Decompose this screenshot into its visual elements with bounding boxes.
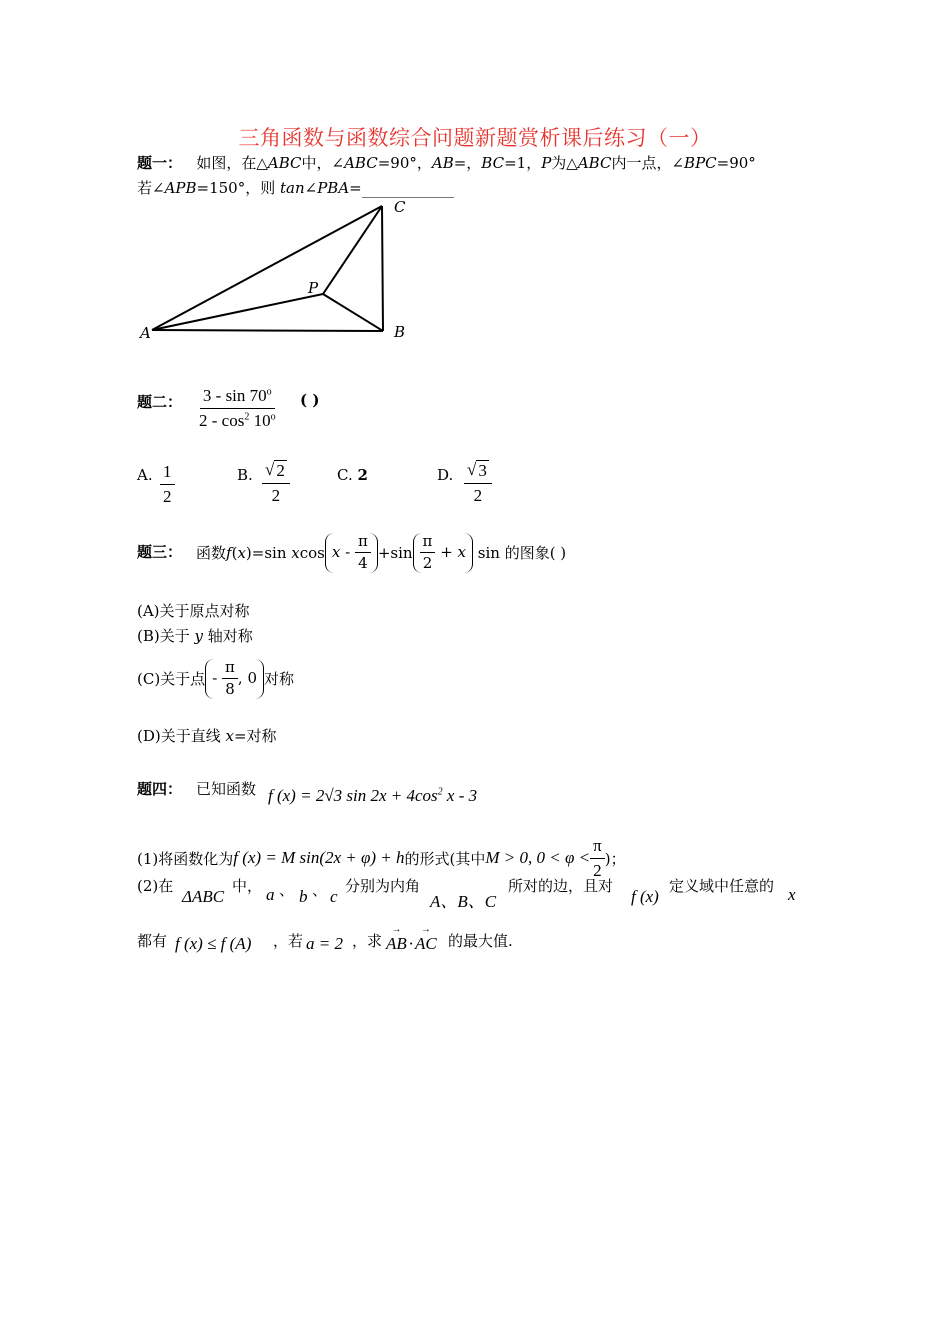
- q3-var: f: [226, 543, 232, 562]
- segment-bc: [382, 206, 383, 331]
- q2-den-text: 2 - cos: [199, 410, 245, 430]
- q2-fraction: [196, 386, 279, 430]
- q3-option-a[interactable]: (A)关于原点对称: [137, 602, 250, 620]
- q2-num-text: 3 - sin 70: [202, 386, 267, 405]
- segment-ac: [152, 206, 382, 330]
- q4-label: 题四：: [137, 780, 183, 798]
- q4-formula: [268, 786, 477, 806]
- q3-option-b[interactable]: [137, 625, 253, 646]
- q1-line1: [137, 152, 756, 173]
- q1-label: 题一：: [137, 154, 183, 172]
- q1-text: =90°: [716, 154, 756, 172]
- vector-ac: [415, 926, 437, 954]
- degree-mark: o: [266, 386, 272, 398]
- q4-var-x: x: [788, 885, 796, 904]
- option-text: 对称: [264, 670, 295, 689]
- radicand: 3: [478, 461, 487, 480]
- q1-text: =150°，则: [196, 179, 280, 197]
- q1-text: =90°，: [377, 154, 432, 172]
- arrow-icon: →: [391, 924, 402, 935]
- option-text: (B)关于: [137, 627, 195, 645]
- pi-symbol: π: [222, 659, 238, 679]
- vector-label: AC: [415, 934, 437, 953]
- option-b-den: 2: [271, 485, 281, 505]
- q4-math: f (x) = M sin(2x + φ) + h: [233, 848, 405, 868]
- q4-text: )；: [604, 849, 626, 868]
- q1-var: APB: [164, 179, 197, 197]
- option-a-num: 1: [160, 462, 175, 485]
- q4-text: 分别为内角: [345, 877, 421, 895]
- q4-angles: A、B、C: [430, 892, 497, 911]
- q4-text: 所对的边，且对: [508, 877, 614, 895]
- q2-answer-paren: ( ): [300, 391, 320, 409]
- q2-option-b-label: B.: [237, 466, 253, 484]
- pi-symbol: π: [420, 533, 436, 553]
- radicand: 2: [276, 461, 285, 480]
- denominator: 8: [225, 680, 235, 699]
- pi-over-2: [590, 836, 605, 880]
- segment-ab: [152, 330, 383, 331]
- q2-label: 题二：: [137, 393, 183, 411]
- q4-text: ，若: [273, 932, 304, 950]
- q4-part2-start: (2)在: [137, 877, 174, 895]
- q4-var-c: c: [330, 887, 338, 906]
- option-var: x: [225, 727, 234, 745]
- q4-part3-start: 都有: [137, 932, 168, 950]
- q2-expression: [196, 386, 279, 430]
- q4-text: 中，: [232, 877, 263, 895]
- option-c-paren: [205, 659, 264, 699]
- denominator: 4: [358, 554, 368, 573]
- option-text: 轴对称: [202, 627, 253, 645]
- page-title: 三角函数与函数综合问题新题赏析课后练习（一）: [238, 126, 712, 150]
- q4-fx: f (x): [631, 887, 659, 906]
- q3-option-d[interactable]: [137, 725, 277, 746]
- arrow-icon: →: [420, 924, 431, 935]
- square-mark: 2: [437, 786, 443, 798]
- paren-text: x -: [331, 542, 351, 561]
- q2-option-d-label: D.: [437, 466, 454, 484]
- q2-den-text: 10: [253, 410, 271, 430]
- segment-pb: [323, 294, 383, 331]
- q2-option-c[interactable]: [337, 466, 368, 484]
- q4-var-a: a: [266, 885, 275, 904]
- segment-ap: [152, 294, 323, 330]
- q2-denominator: [196, 409, 279, 431]
- a-equals-2: a = 2: [306, 934, 343, 953]
- option-b-fraction: [262, 460, 290, 505]
- option-d-fraction: [464, 460, 492, 505]
- q3-paren-2: [413, 533, 473, 573]
- q4-inequality: f (x) ≤ f (A): [175, 934, 252, 953]
- option-d-den: 2: [473, 485, 483, 505]
- formula-text: x - 3: [442, 786, 478, 805]
- q4-intro: 已知函数: [196, 780, 257, 798]
- segment-pc: [323, 206, 382, 294]
- vertex-b-label: B: [394, 323, 406, 341]
- q3-paren-1: [325, 533, 378, 573]
- q1-var: P: [541, 154, 552, 172]
- pi-over-4: [355, 533, 371, 573]
- q4-sep: 、: [312, 881, 328, 899]
- option-b-num: [262, 460, 290, 484]
- q1-text: 若∠: [137, 179, 165, 197]
- q2-option-a-label: A.: [137, 466, 153, 484]
- q3-text: +sin: [377, 543, 413, 562]
- q4-math: M > 0, 0 < φ <: [485, 848, 591, 868]
- denominator: 2: [422, 554, 433, 573]
- q3-text: sin 的图象( ): [477, 544, 567, 563]
- dot-symbol: ·: [408, 934, 414, 953]
- q2-option-d[interactable]: [464, 460, 492, 505]
- vertex-c-label: C: [394, 198, 406, 216]
- q3-text: )=sin: [245, 543, 287, 562]
- q4-text: 的最大值.: [448, 932, 513, 950]
- q2-option-a[interactable]: [160, 462, 175, 506]
- q1-var: ABC: [267, 154, 302, 172]
- q4-a-eq: [306, 934, 343, 954]
- option-var: y: [194, 627, 203, 645]
- q3-option-c[interactable]: [137, 659, 294, 699]
- q1-var: ABC: [344, 154, 378, 172]
- option-text: (C)关于点: [137, 670, 206, 689]
- q2-option-c-label: C.: [337, 466, 353, 484]
- q1-var: AB: [431, 154, 454, 172]
- q4-sep: 、: [279, 881, 295, 899]
- q4-text: 定义域中任意的: [669, 877, 775, 895]
- triangle-figure: [130, 190, 430, 350]
- denominator: 2: [593, 860, 602, 880]
- pi-over-2: [420, 533, 436, 573]
- minus-sign: -: [212, 668, 218, 687]
- degree-mark: o: [270, 410, 276, 422]
- q4-triangle: ΔABC: [182, 887, 225, 906]
- option-d-num: [464, 460, 492, 484]
- q3-var: x: [237, 543, 246, 562]
- q1-var: BC: [481, 154, 505, 172]
- q1-var: ABC: [577, 154, 612, 172]
- q2-numerator: [200, 386, 275, 409]
- vector-ab: [386, 926, 407, 954]
- square-mark: 2: [244, 410, 250, 422]
- point-p-label: P: [308, 279, 319, 297]
- q1-text: 为△: [551, 154, 578, 172]
- pi-symbol: π: [355, 533, 371, 553]
- q4-text: (1)将函数化为: [137, 849, 234, 868]
- q3-label: 题三：: [137, 543, 183, 561]
- sqrt-sign: √ 2: [265, 460, 285, 480]
- q1-text: =: [349, 179, 362, 197]
- vertex-a-label: A: [140, 324, 151, 342]
- q1-text: 如图，在△: [196, 154, 268, 172]
- q1-var: BPC: [684, 154, 717, 172]
- zero-value: , 0: [237, 668, 257, 687]
- q4-text: 的形式(其中: [404, 849, 486, 868]
- option-text: (D)关于直线: [137, 727, 226, 745]
- q1-text: 中，∠: [301, 154, 345, 172]
- q4-dot-product: [386, 926, 437, 954]
- q3-var: x: [291, 543, 300, 562]
- q1-text: =，: [453, 154, 482, 172]
- q3-text: 函数: [196, 544, 227, 563]
- q2-option-b[interactable]: [262, 460, 290, 505]
- sqrt-sign: √ 3: [467, 460, 487, 480]
- q4-part1: [137, 836, 626, 880]
- option-a-fraction: [160, 462, 175, 506]
- q4-text: ，求: [352, 932, 383, 950]
- q1-var: tan∠PBA: [280, 179, 350, 197]
- q3-text: (: [231, 543, 238, 562]
- q3-expression: [196, 533, 566, 573]
- option-a-den: 2: [163, 486, 172, 506]
- pi-over-8: [222, 659, 238, 699]
- formula-text: f (x) = 2√3 sin 2x + 4cos: [268, 786, 438, 805]
- vector-label: AB: [386, 934, 407, 953]
- q1-text: 内一点，∠: [611, 154, 685, 172]
- option-c-value: 2: [357, 466, 368, 484]
- option-text: =对称: [233, 727, 277, 745]
- paren-text: + x: [440, 542, 466, 561]
- q4-var-b: b: [299, 887, 308, 906]
- pi-symbol: π: [590, 836, 605, 859]
- q1-text: =1，: [504, 154, 542, 172]
- q3-text: cos: [299, 543, 325, 562]
